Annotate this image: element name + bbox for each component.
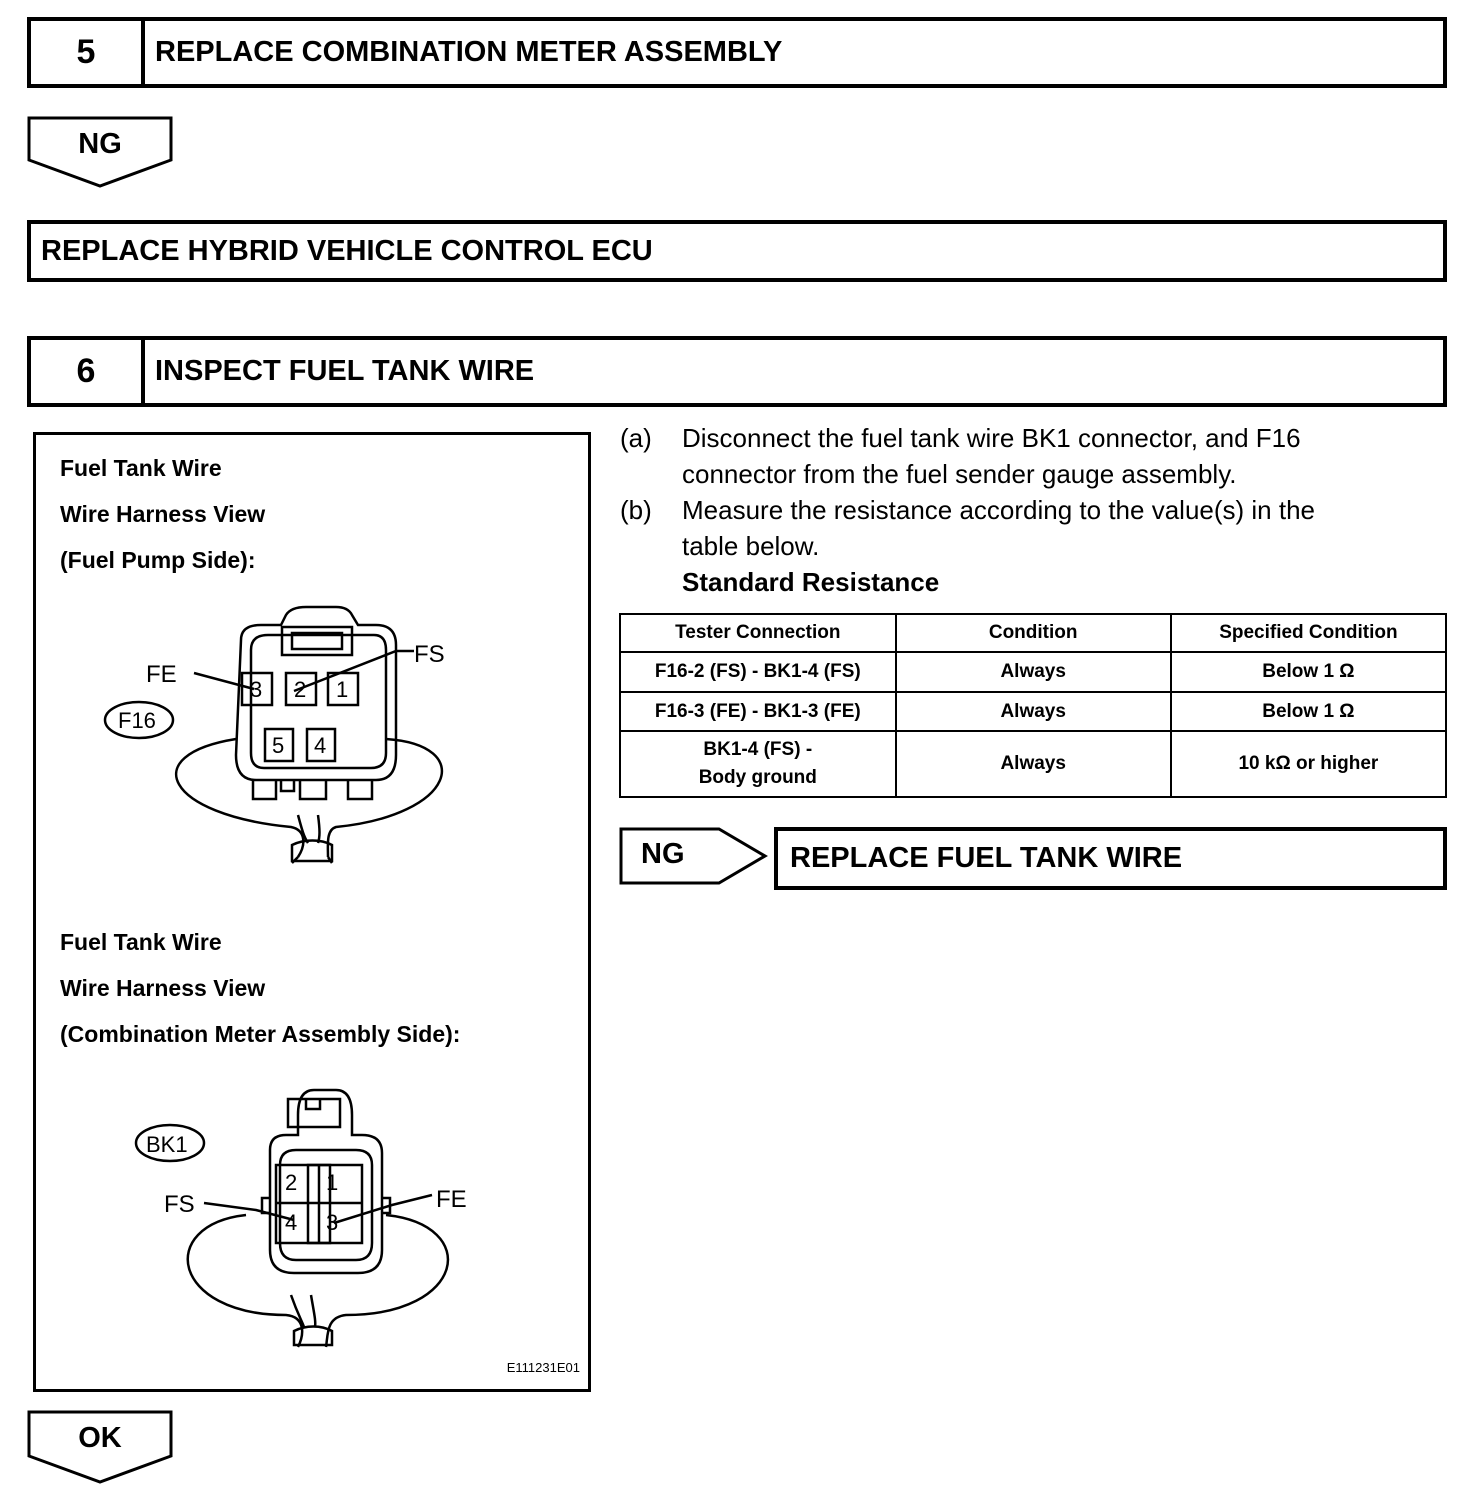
ng-label: NG — [78, 128, 122, 160]
figure-caption-bottom-2: Wire Harness View — [60, 975, 266, 1001]
bk1-pin-1: 1 — [326, 1170, 339, 1195]
step-number: 6 — [31, 340, 145, 403]
figure-caption-top-1: Fuel Tank Wire — [60, 455, 222, 481]
table-header: Tester Connection — [620, 614, 896, 652]
f16-label-fs: FS — [414, 641, 445, 668]
resistance-table — [619, 613, 1447, 798]
f16-id: F16 — [118, 708, 156, 733]
f16-label-fe: FE — [146, 661, 177, 688]
bk1-id: BK1 — [146, 1132, 188, 1157]
instruction-a-line1: Disconnect the fuel tank wire BK1 connector, and F16 — [682, 423, 1301, 453]
figure-code: E111231E01 — [506, 1360, 580, 1375]
bk1-pin-2: 2 — [285, 1170, 298, 1195]
f16-pin-2: 2 — [294, 677, 307, 702]
ng-label: NG — [641, 838, 685, 870]
step-number: 5 — [31, 21, 145, 84]
ok-arrow-bottom — [27, 1410, 173, 1484]
table-cell: Always — [896, 652, 1171, 692]
f16-pin-3: 3 — [250, 677, 263, 702]
table-cell: BK1-4 (FS) - Body ground — [620, 731, 896, 797]
table-cell: Always — [896, 731, 1171, 797]
ng-arrow-top — [27, 116, 173, 188]
figure-caption-bottom-1: Fuel Tank Wire — [60, 929, 222, 955]
table-row — [620, 731, 1446, 797]
table-header: Condition — [896, 614, 1171, 652]
replace-fuel-tank-wire-text: REPLACE FUEL TANK WIRE — [790, 842, 1183, 874]
table-cell: Below 1 Ω — [1171, 692, 1446, 731]
table-cell: F16-2 (FS) - BK1-4 (FS) — [620, 652, 896, 692]
table-header-row — [620, 614, 1446, 652]
table-cell: F16-3 (FE) - BK1-3 (FE) — [620, 692, 896, 731]
bk1-label-fs: FS — [164, 1191, 195, 1218]
step-title: INSPECT FUEL TANK WIRE — [155, 355, 535, 387]
instruction-a-marker: (a) — [620, 423, 652, 453]
bk1-pin-4: 4 — [285, 1210, 298, 1235]
step-5-header — [27, 17, 1447, 88]
step-6-header — [27, 336, 1447, 407]
connector-figure — [33, 432, 591, 1392]
table-header: Specified Condition — [1171, 614, 1446, 652]
table-cell: 10 kΩ or higher — [1171, 731, 1446, 797]
ng-arrow-right — [619, 826, 769, 886]
bk1-label-fe: FE — [436, 1186, 467, 1213]
figure-caption-top-2: Wire Harness View — [60, 501, 266, 527]
f16-connector-diagram — [36, 435, 588, 1389]
table-row — [620, 652, 1446, 692]
figure-caption-bottom-3: (Combination Meter Assembly Side): — [60, 1021, 461, 1047]
replace-ecu-box — [27, 220, 1447, 282]
instruction-b-line2: table below. — [682, 531, 820, 561]
instruction-a-line2: connector from the fuel sender gauge assembly. — [682, 459, 1237, 489]
f16-pin-4: 4 — [314, 733, 327, 758]
replace-fuel-tank-wire-box — [774, 827, 1447, 890]
figure-caption-top-3: (Fuel Pump Side): — [60, 547, 256, 573]
table-cell: Below 1 Ω — [1171, 652, 1446, 692]
step-title: REPLACE COMBINATION METER ASSEMBLY — [155, 36, 783, 68]
table-row — [620, 692, 1446, 731]
ok-label: OK — [78, 1422, 122, 1454]
instruction-b-marker: (b) — [620, 495, 652, 525]
table-cell: Always — [896, 692, 1171, 731]
f16-pin-1: 1 — [336, 677, 349, 702]
standard-resistance-title: Standard Resistance — [682, 567, 940, 597]
replace-ecu-text: REPLACE HYBRID VEHICLE CONTROL ECU — [41, 234, 653, 267]
bk1-pin-3: 3 — [326, 1210, 339, 1235]
instruction-b-line1: Measure the resistance according to the value(s) in the — [682, 495, 1316, 525]
f16-pin-5: 5 — [272, 733, 285, 758]
